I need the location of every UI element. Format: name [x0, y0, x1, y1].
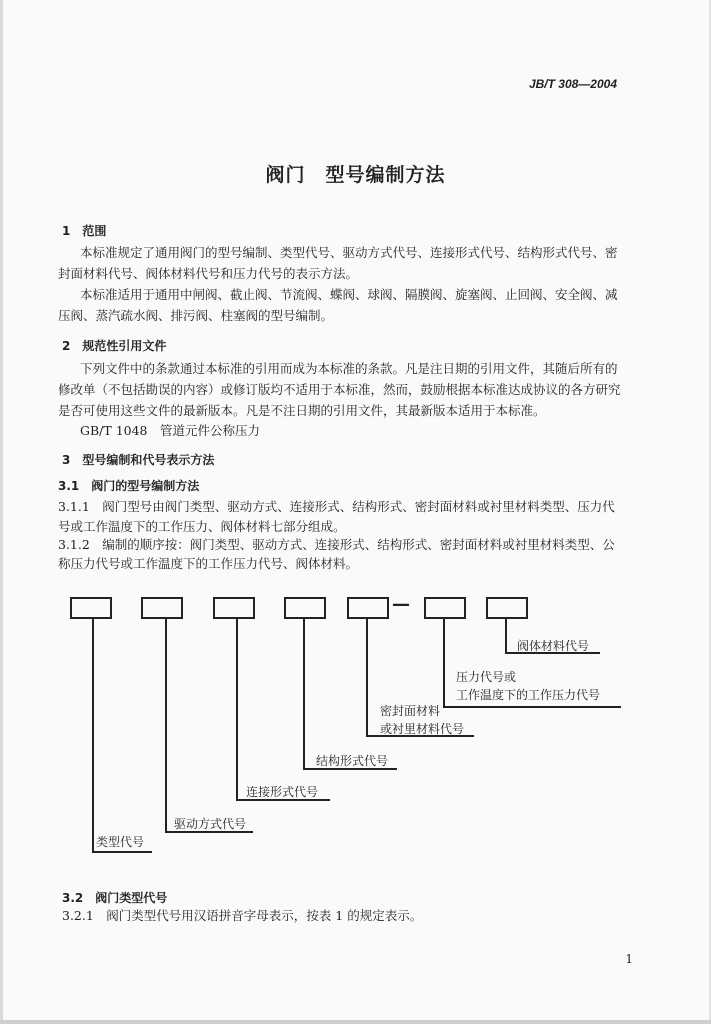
section-3-1-1-line2: 号或工作温度下的工作压力、阀体材料七部分组成。	[58, 519, 346, 534]
label-structure: 结构形式代号	[316, 754, 389, 768]
label-pressure-line2: 工作温度下的工作压力代号	[456, 688, 601, 702]
leader-line	[165, 619, 167, 832]
code-box-seal	[347, 597, 389, 619]
code-box-pressure	[424, 597, 466, 619]
section-2-para-line2: 修改单（不包括勘误的内容）或修订版均不适用于本标准，然而，鼓励根据本标准达成协议的各方研究	[58, 382, 621, 397]
page-number: 1	[625, 952, 633, 966]
code-box-drive	[141, 597, 183, 619]
leader-line	[303, 619, 305, 769]
section-1-heading: 1 范围	[62, 224, 107, 238]
leader-line	[236, 619, 238, 800]
leader-line	[505, 619, 507, 653]
section-2-para-line3: 是否可使用这些文件的最新版本。凡是不注日期的引用文件，其最新版本适用于本标准。	[58, 403, 546, 418]
section-3-2-1: 3.2.1 阀门类型代号用汉语拼音字母表示，按表 1 的规定表示。	[62, 908, 423, 923]
section-3-heading: 3 型号编制和代号表示方法	[62, 453, 215, 467]
page-edge	[0, 0, 3, 1024]
leader-line	[443, 706, 621, 708]
section-1-para2-line1: 本标准适用于通用中闸阀、截止阀、节流阀、蝶阀、球阀、隔膜阀、旋塞阀、止回阀、安全阀、减	[80, 287, 618, 302]
section-1-para1-line1: 本标准规定了通用阀门的型号编制、类型代号、驱动方式代号、连接形式代号、结构形式代号、密	[80, 245, 618, 260]
leader-line	[92, 619, 94, 852]
section-2-para-line1: 下列文件中的条款通过本标准的引用而成为本标准的条款。凡是注日期的引用文件，其随后所有的	[80, 361, 618, 376]
label-type: 类型代号	[96, 835, 145, 849]
section-1-para2-line2: 压阀、蒸汽疏水阀、排污阀、柱塞阀的型号编制。	[58, 308, 334, 323]
section-2-reference: GB/T 1048 管道元件公称压力	[80, 423, 261, 438]
section-3-1-2-line2: 称压力代号或工作温度下的工作压力代号、阀体材料。	[58, 556, 359, 571]
section-3-2-heading: 3.2 阀门类型代号	[62, 891, 168, 905]
leader-line	[443, 619, 445, 707]
section-3-1-2-line1: 3.1.2 编制的顺序按：阀门类型、驱动方式、连接形式、结构形式、密封面材料或衬里材料类型、公	[58, 537, 615, 552]
code-box-structure	[284, 597, 326, 619]
code-box-body-material	[486, 597, 528, 619]
label-drive: 驱动方式代号	[174, 817, 247, 831]
section-1-para1-line2: 封面材料代号、阀体材料代号和压力代号的表示方法。	[58, 266, 359, 281]
section-3-1-1-line1: 3.1.1 阀门型号由阀门类型、驱动方式、连接形式、结构形式、密封面材料或衬里材料类型、压力代	[58, 499, 615, 514]
standard-number: JB/T 308—2004	[528, 77, 617, 91]
code-box-type	[70, 597, 112, 619]
leader-line	[366, 619, 368, 736]
section-3-1-heading: 3.1 阀门的型号编制方法	[58, 479, 200, 493]
code-box-connection	[213, 597, 255, 619]
leader-line	[92, 851, 152, 853]
label-body-material: 阀体材料代号	[517, 639, 590, 653]
label-connection: 连接形式代号	[246, 785, 319, 799]
label-pressure-line1: 压力代号或	[456, 670, 517, 684]
label-seal-line2: 或衬里材料代号	[380, 722, 465, 736]
label-seal-line1: 密封面材料	[380, 704, 441, 718]
page-edge	[0, 1020, 711, 1024]
code-dash: —	[392, 594, 410, 615]
section-2-heading: 2 规范性引用文件	[62, 339, 167, 353]
document-title: 阀门 型号编制方法	[265, 164, 446, 186]
